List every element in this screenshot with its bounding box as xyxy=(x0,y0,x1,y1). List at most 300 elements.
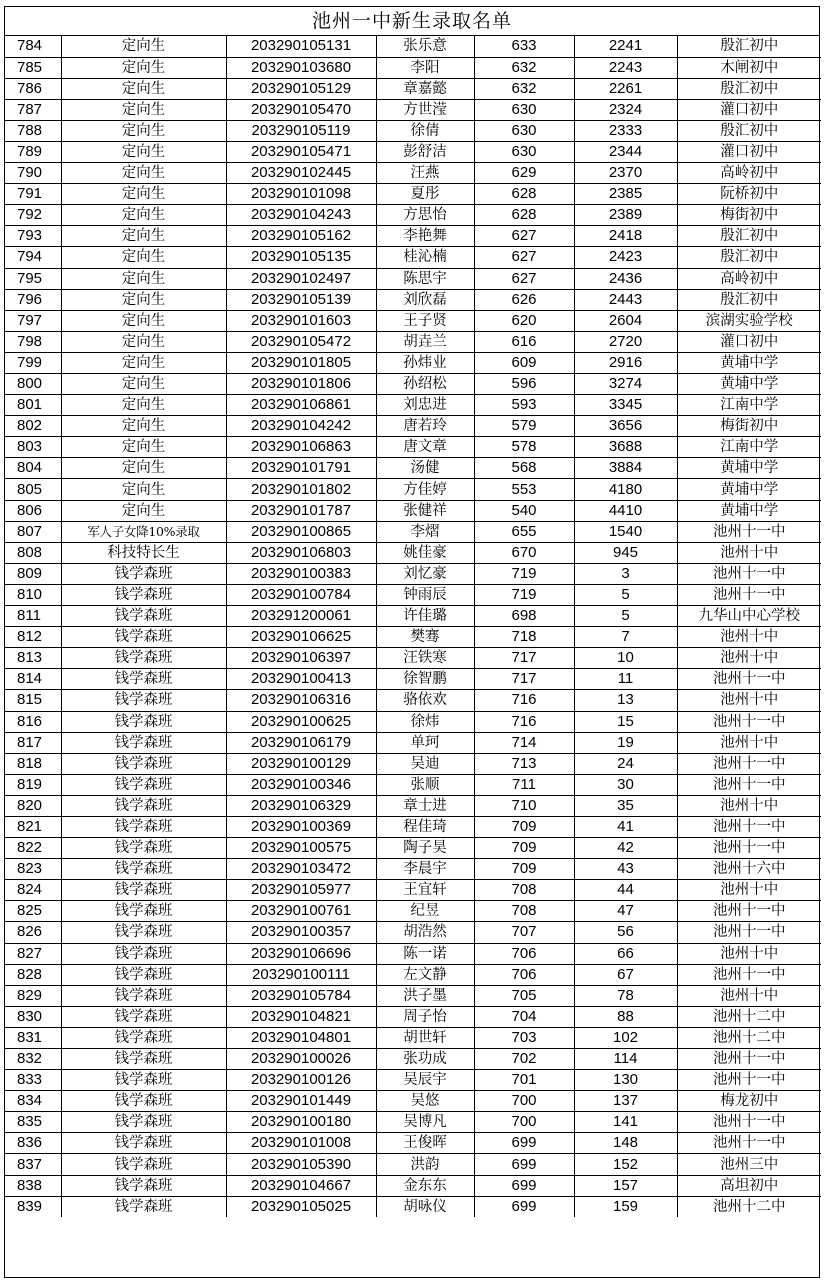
table-row xyxy=(5,437,821,458)
cell-name: 唐若玲 xyxy=(376,416,474,437)
cell-category: 钱学森班 xyxy=(61,563,226,584)
cell-category: 定向生 xyxy=(61,395,226,416)
cell-score: 699 xyxy=(474,1133,574,1154)
cell-category: 定向生 xyxy=(61,289,226,310)
cell-school: 池州十一中 xyxy=(677,563,821,584)
cell-score: 706 xyxy=(474,964,574,985)
cell-seq: 824 xyxy=(5,880,61,901)
cell-school: 殷汇初中 xyxy=(677,36,821,57)
cell-exam-id: 203290100575 xyxy=(226,838,376,859)
cell-name: 陈一诺 xyxy=(376,943,474,964)
cell-category: 钱学森班 xyxy=(61,1091,226,1112)
cell-category: 钱学森班 xyxy=(61,753,226,774)
cell-exam-id: 203290100784 xyxy=(226,584,376,605)
cell-seq: 794 xyxy=(5,247,61,268)
cell-exam-id: 203290106316 xyxy=(226,690,376,711)
cell-category: 定向生 xyxy=(61,120,226,141)
cell-exam-id: 203290104243 xyxy=(226,205,376,226)
cell-exam-id: 203290105472 xyxy=(226,331,376,352)
cell-category: 钱学森班 xyxy=(61,1112,226,1133)
cell-exam-id: 203290105135 xyxy=(226,247,376,268)
cell-seq: 812 xyxy=(5,627,61,648)
cell-category: 钱学森班 xyxy=(61,901,226,922)
cell-name: 樊骞 xyxy=(376,627,474,648)
cell-school: 滨湖实验学校 xyxy=(677,310,821,331)
cell-seq: 789 xyxy=(5,141,61,162)
cell-exam-id: 203290105470 xyxy=(226,99,376,120)
table-row xyxy=(5,226,821,247)
table-row xyxy=(5,1196,821,1217)
cell-exam-id: 203290105784 xyxy=(226,985,376,1006)
cell-exam-id: 203290101008 xyxy=(226,1133,376,1154)
cell-school: 池州十二中 xyxy=(677,1006,821,1027)
table-row xyxy=(5,838,821,859)
cell-school: 灌口初中 xyxy=(677,331,821,352)
cell-score: 714 xyxy=(474,732,574,753)
cell-exam-id: 203290103472 xyxy=(226,859,376,880)
table-row xyxy=(5,690,821,711)
cell-rank: 44 xyxy=(574,880,677,901)
cell-name: 胡浩然 xyxy=(376,922,474,943)
cell-school: 九华山中心学校 xyxy=(677,606,821,627)
cell-name: 姚佳豪 xyxy=(376,542,474,563)
cell-school: 池州十一中 xyxy=(677,774,821,795)
cell-seq: 793 xyxy=(5,226,61,247)
cell-school: 木闸初中 xyxy=(677,57,821,78)
table-row xyxy=(5,943,821,964)
cell-school: 池州十一中 xyxy=(677,816,821,837)
cell-name: 陶子昊 xyxy=(376,838,474,859)
cell-school: 池州十一中 xyxy=(677,838,821,859)
cell-name: 汤健 xyxy=(376,458,474,479)
cell-exam-id: 203290101787 xyxy=(226,500,376,521)
cell-school: 梅街初中 xyxy=(677,205,821,226)
cell-score: 705 xyxy=(474,985,574,1006)
table-row xyxy=(5,816,821,837)
cell-category: 钱学森班 xyxy=(61,1196,226,1217)
cell-exam-id: 203290101449 xyxy=(226,1091,376,1112)
cell-score: 593 xyxy=(474,395,574,416)
cell-category: 钱学森班 xyxy=(61,774,226,795)
table-row xyxy=(5,458,821,479)
cell-score: 704 xyxy=(474,1006,574,1027)
cell-rank: 88 xyxy=(574,1006,677,1027)
cell-seq: 808 xyxy=(5,542,61,563)
cell-rank: 152 xyxy=(574,1154,677,1175)
cell-seq: 799 xyxy=(5,352,61,373)
cell-score: 713 xyxy=(474,753,574,774)
cell-seq: 821 xyxy=(5,816,61,837)
cell-score: 719 xyxy=(474,584,574,605)
cell-name: 章嘉懿 xyxy=(376,78,474,99)
cell-seq: 837 xyxy=(5,1154,61,1175)
cell-school: 江南中学 xyxy=(677,437,821,458)
cell-exam-id: 203290105131 xyxy=(226,36,376,57)
cell-school: 池州十中 xyxy=(677,542,821,563)
cell-category: 钱学森班 xyxy=(61,711,226,732)
table-row xyxy=(5,584,821,605)
cell-seq: 832 xyxy=(5,1049,61,1070)
table-row xyxy=(5,753,821,774)
cell-school: 池州十一中 xyxy=(677,922,821,943)
cell-score: 633 xyxy=(474,36,574,57)
cell-exam-id: 203290100761 xyxy=(226,901,376,922)
cell-exam-id: 203290105119 xyxy=(226,120,376,141)
cell-score: 540 xyxy=(474,500,574,521)
cell-seq: 829 xyxy=(5,985,61,1006)
cell-name: 徐智鹏 xyxy=(376,669,474,690)
cell-category: 钱学森班 xyxy=(61,880,226,901)
cell-exam-id: 203290101791 xyxy=(226,458,376,479)
cell-seq: 792 xyxy=(5,205,61,226)
cell-score: 717 xyxy=(474,648,574,669)
cell-category: 钱学森班 xyxy=(61,732,226,753)
cell-exam-id: 203290105129 xyxy=(226,78,376,99)
table-row xyxy=(5,627,821,648)
cell-rank: 157 xyxy=(574,1175,677,1196)
cell-school: 殷汇初中 xyxy=(677,226,821,247)
cell-name: 徐炜 xyxy=(376,711,474,732)
cell-rank: 1540 xyxy=(574,521,677,542)
cell-category: 钱学森班 xyxy=(61,1070,226,1091)
table-row xyxy=(5,352,821,373)
cell-name: 王宜轩 xyxy=(376,880,474,901)
cell-category: 钱学森班 xyxy=(61,1175,226,1196)
cell-exam-id: 203290105471 xyxy=(226,141,376,162)
table-row xyxy=(5,859,821,880)
cell-category: 定向生 xyxy=(61,163,226,184)
table-row xyxy=(5,310,821,331)
cell-score: 702 xyxy=(474,1049,574,1070)
cell-exam-id: 203290102497 xyxy=(226,268,376,289)
cell-name: 吴博凡 xyxy=(376,1112,474,1133)
cell-school: 殷汇初中 xyxy=(677,120,821,141)
cell-exam-id: 203290101098 xyxy=(226,184,376,205)
cell-exam-id: 203290100126 xyxy=(226,1070,376,1091)
cell-seq: 839 xyxy=(5,1196,61,1217)
cell-school: 黄埔中学 xyxy=(677,458,821,479)
cell-score: 709 xyxy=(474,838,574,859)
table-row xyxy=(5,1133,821,1154)
cell-name: 钟雨辰 xyxy=(376,584,474,605)
cell-category: 定向生 xyxy=(61,226,226,247)
cell-exam-id: 203290106861 xyxy=(226,395,376,416)
cell-school: 高岭初中 xyxy=(677,268,821,289)
table-row xyxy=(5,416,821,437)
cell-name: 单珂 xyxy=(376,732,474,753)
cell-rank: 2324 xyxy=(574,99,677,120)
table-row xyxy=(5,922,821,943)
cell-category: 钱学森班 xyxy=(61,606,226,627)
cell-seq: 815 xyxy=(5,690,61,711)
cell-score: 711 xyxy=(474,774,574,795)
cell-score: 718 xyxy=(474,627,574,648)
cell-category: 定向生 xyxy=(61,141,226,162)
table-row xyxy=(5,648,821,669)
cell-rank: 35 xyxy=(574,795,677,816)
cell-name: 洪子墨 xyxy=(376,985,474,1006)
cell-school: 高岭初中 xyxy=(677,163,821,184)
table-row xyxy=(5,479,821,500)
cell-school: 池州十一中 xyxy=(677,711,821,732)
cell-exam-id: 203290105162 xyxy=(226,226,376,247)
cell-score: 717 xyxy=(474,669,574,690)
cell-score: 655 xyxy=(474,521,574,542)
cell-category: 定向生 xyxy=(61,184,226,205)
cell-exam-id: 203290105139 xyxy=(226,289,376,310)
table-row xyxy=(5,795,821,816)
table-row xyxy=(5,1027,821,1048)
cell-exam-id: 203290106179 xyxy=(226,732,376,753)
cell-score: 628 xyxy=(474,184,574,205)
cell-seq: 828 xyxy=(5,964,61,985)
cell-school: 梅龙初中 xyxy=(677,1091,821,1112)
cell-name: 刘忆豪 xyxy=(376,563,474,584)
cell-name: 张健祥 xyxy=(376,500,474,521)
cell-exam-id: 203290106863 xyxy=(226,437,376,458)
table-row xyxy=(5,395,821,416)
cell-category: 钱学森班 xyxy=(61,627,226,648)
table-row xyxy=(5,78,821,99)
cell-category: 钱学森班 xyxy=(61,816,226,837)
cell-rank: 3274 xyxy=(574,374,677,395)
cell-seq: 835 xyxy=(5,1112,61,1133)
cell-category: 钱学森班 xyxy=(61,1027,226,1048)
cell-exam-id: 203290101805 xyxy=(226,352,376,373)
table-row xyxy=(5,36,821,57)
cell-rank: 141 xyxy=(574,1112,677,1133)
cell-school: 池州三中 xyxy=(677,1154,821,1175)
cell-score: 701 xyxy=(474,1070,574,1091)
cell-seq: 791 xyxy=(5,184,61,205)
cell-rank: 19 xyxy=(574,732,677,753)
cell-school: 殷汇初中 xyxy=(677,289,821,310)
cell-rank: 2916 xyxy=(574,352,677,373)
table-row xyxy=(5,205,821,226)
cell-rank: 56 xyxy=(574,922,677,943)
cell-score: 629 xyxy=(474,163,574,184)
admission-table xyxy=(5,36,821,1217)
cell-seq: 827 xyxy=(5,943,61,964)
cell-school: 池州十中 xyxy=(677,985,821,1006)
cell-school: 池州十中 xyxy=(677,627,821,648)
cell-category: 定向生 xyxy=(61,416,226,437)
cell-seq: 830 xyxy=(5,1006,61,1027)
cell-seq: 785 xyxy=(5,57,61,78)
cell-exam-id: 203290101603 xyxy=(226,310,376,331)
cell-seq: 801 xyxy=(5,395,61,416)
table-row xyxy=(5,711,821,732)
table-row xyxy=(5,901,821,922)
cell-exam-id: 203290102445 xyxy=(226,163,376,184)
cell-school: 池州十二中 xyxy=(677,1196,821,1217)
cell-score: 699 xyxy=(474,1154,574,1175)
cell-seq: 818 xyxy=(5,753,61,774)
table-row xyxy=(5,1154,821,1175)
cell-seq: 802 xyxy=(5,416,61,437)
cell-rank: 2370 xyxy=(574,163,677,184)
cell-exam-id: 203290100129 xyxy=(226,753,376,774)
cell-seq: 817 xyxy=(5,732,61,753)
cell-school: 池州十一中 xyxy=(677,1133,821,1154)
cell-name: 孙绍松 xyxy=(376,374,474,395)
cell-score: 670 xyxy=(474,542,574,563)
cell-exam-id: 203290104667 xyxy=(226,1175,376,1196)
cell-name: 徐倩 xyxy=(376,120,474,141)
cell-rank: 148 xyxy=(574,1133,677,1154)
cell-rank: 3884 xyxy=(574,458,677,479)
cell-school: 灌口初中 xyxy=(677,99,821,120)
table-row xyxy=(5,120,821,141)
cell-rank: 78 xyxy=(574,985,677,1006)
cell-school: 高坦初中 xyxy=(677,1175,821,1196)
cell-score: 609 xyxy=(474,352,574,373)
table-row xyxy=(5,1091,821,1112)
cell-category: 钱学森班 xyxy=(61,648,226,669)
cell-school: 池州十一中 xyxy=(677,1049,821,1070)
cell-score: 708 xyxy=(474,901,574,922)
cell-score: 616 xyxy=(474,331,574,352)
cell-rank: 2261 xyxy=(574,78,677,99)
cell-rank: 2436 xyxy=(574,268,677,289)
table-row xyxy=(5,268,821,289)
cell-school: 池州十中 xyxy=(677,690,821,711)
cell-seq: 836 xyxy=(5,1133,61,1154)
cell-score: 630 xyxy=(474,99,574,120)
cell-category: 钱学森班 xyxy=(61,922,226,943)
cell-exam-id: 203290105390 xyxy=(226,1154,376,1175)
cell-name: 孙炜业 xyxy=(376,352,474,373)
table-row xyxy=(5,289,821,310)
cell-category: 钱学森班 xyxy=(61,669,226,690)
cell-rank: 66 xyxy=(574,943,677,964)
cell-rank: 2243 xyxy=(574,57,677,78)
cell-category: 定向生 xyxy=(61,310,226,331)
cell-exam-id: 203290106329 xyxy=(226,795,376,816)
cell-score: 716 xyxy=(474,690,574,711)
cell-exam-id: 203290103680 xyxy=(226,57,376,78)
cell-exam-id: 203290104801 xyxy=(226,1027,376,1048)
cell-seq: 800 xyxy=(5,374,61,395)
cell-rank: 47 xyxy=(574,901,677,922)
cell-category: 钱学森班 xyxy=(61,584,226,605)
cell-name: 许佳璐 xyxy=(376,606,474,627)
cell-school: 江南中学 xyxy=(677,395,821,416)
cell-score: 699 xyxy=(474,1175,574,1196)
cell-school: 池州十中 xyxy=(677,880,821,901)
cell-category: 军人子女降10%录取 xyxy=(61,521,226,542)
cell-name: 汪铁寒 xyxy=(376,648,474,669)
table-row xyxy=(5,57,821,78)
page-title: 池州一中新生录取名单 xyxy=(5,7,819,36)
cell-rank: 2443 xyxy=(574,289,677,310)
cell-score: 710 xyxy=(474,795,574,816)
cell-school: 黄埔中学 xyxy=(677,500,821,521)
cell-school: 黄埔中学 xyxy=(677,479,821,500)
cell-seq: 805 xyxy=(5,479,61,500)
table-row xyxy=(5,500,821,521)
cell-seq: 790 xyxy=(5,163,61,184)
cell-school: 池州十一中 xyxy=(677,521,821,542)
cell-exam-id: 203290100383 xyxy=(226,563,376,584)
cell-rank: 24 xyxy=(574,753,677,774)
cell-seq: 816 xyxy=(5,711,61,732)
cell-score: 627 xyxy=(474,247,574,268)
cell-rank: 11 xyxy=(574,669,677,690)
cell-name: 吴迪 xyxy=(376,753,474,774)
cell-school: 池州十一中 xyxy=(677,1070,821,1091)
cell-name: 胡咏仪 xyxy=(376,1196,474,1217)
table-row xyxy=(5,542,821,563)
cell-seq: 787 xyxy=(5,99,61,120)
cell-name: 张乐意 xyxy=(376,36,474,57)
cell-seq: 803 xyxy=(5,437,61,458)
cell-name: 程佳琦 xyxy=(376,816,474,837)
cell-category: 定向生 xyxy=(61,437,226,458)
cell-school: 池州十中 xyxy=(677,795,821,816)
cell-name: 骆依欢 xyxy=(376,690,474,711)
cell-seq: 825 xyxy=(5,901,61,922)
cell-rank: 3345 xyxy=(574,395,677,416)
cell-exam-id: 203290100865 xyxy=(226,521,376,542)
cell-score: 630 xyxy=(474,120,574,141)
table-row xyxy=(5,184,821,205)
cell-rank: 159 xyxy=(574,1196,677,1217)
cell-category: 定向生 xyxy=(61,57,226,78)
cell-name: 汪燕 xyxy=(376,163,474,184)
cell-score: 706 xyxy=(474,943,574,964)
cell-rank: 10 xyxy=(574,648,677,669)
cell-rank: 5 xyxy=(574,584,677,605)
cell-rank: 3688 xyxy=(574,437,677,458)
table-row xyxy=(5,374,821,395)
cell-exam-id: 203290101802 xyxy=(226,479,376,500)
cell-exam-id: 203290104821 xyxy=(226,1006,376,1027)
cell-seq: 788 xyxy=(5,120,61,141)
cell-seq: 798 xyxy=(5,331,61,352)
cell-score: 709 xyxy=(474,859,574,880)
table-row xyxy=(5,163,821,184)
cell-seq: 797 xyxy=(5,310,61,331)
cell-score: 699 xyxy=(474,1196,574,1217)
cell-category: 钱学森班 xyxy=(61,1133,226,1154)
cell-rank: 114 xyxy=(574,1049,677,1070)
cell-category: 定向生 xyxy=(61,268,226,289)
cell-rank: 3 xyxy=(574,563,677,584)
cell-name: 胡垚兰 xyxy=(376,331,474,352)
cell-score: 700 xyxy=(474,1091,574,1112)
cell-rank: 2389 xyxy=(574,205,677,226)
cell-name: 彭舒洁 xyxy=(376,141,474,162)
cell-exam-id: 203290101806 xyxy=(226,374,376,395)
cell-name: 夏彤 xyxy=(376,184,474,205)
cell-school: 殷汇初中 xyxy=(677,78,821,99)
cell-school: 阮桥初中 xyxy=(677,184,821,205)
table-row xyxy=(5,141,821,162)
cell-seq: 806 xyxy=(5,500,61,521)
cell-rank: 945 xyxy=(574,542,677,563)
cell-seq: 795 xyxy=(5,268,61,289)
cell-seq: 811 xyxy=(5,606,61,627)
cell-category: 钱学森班 xyxy=(61,795,226,816)
cell-category: 定向生 xyxy=(61,247,226,268)
cell-seq: 810 xyxy=(5,584,61,605)
cell-name: 王子贤 xyxy=(376,310,474,331)
table-row xyxy=(5,99,821,120)
cell-name: 刘欣磊 xyxy=(376,289,474,310)
cell-category: 钱学森班 xyxy=(61,1049,226,1070)
cell-rank: 2385 xyxy=(574,184,677,205)
